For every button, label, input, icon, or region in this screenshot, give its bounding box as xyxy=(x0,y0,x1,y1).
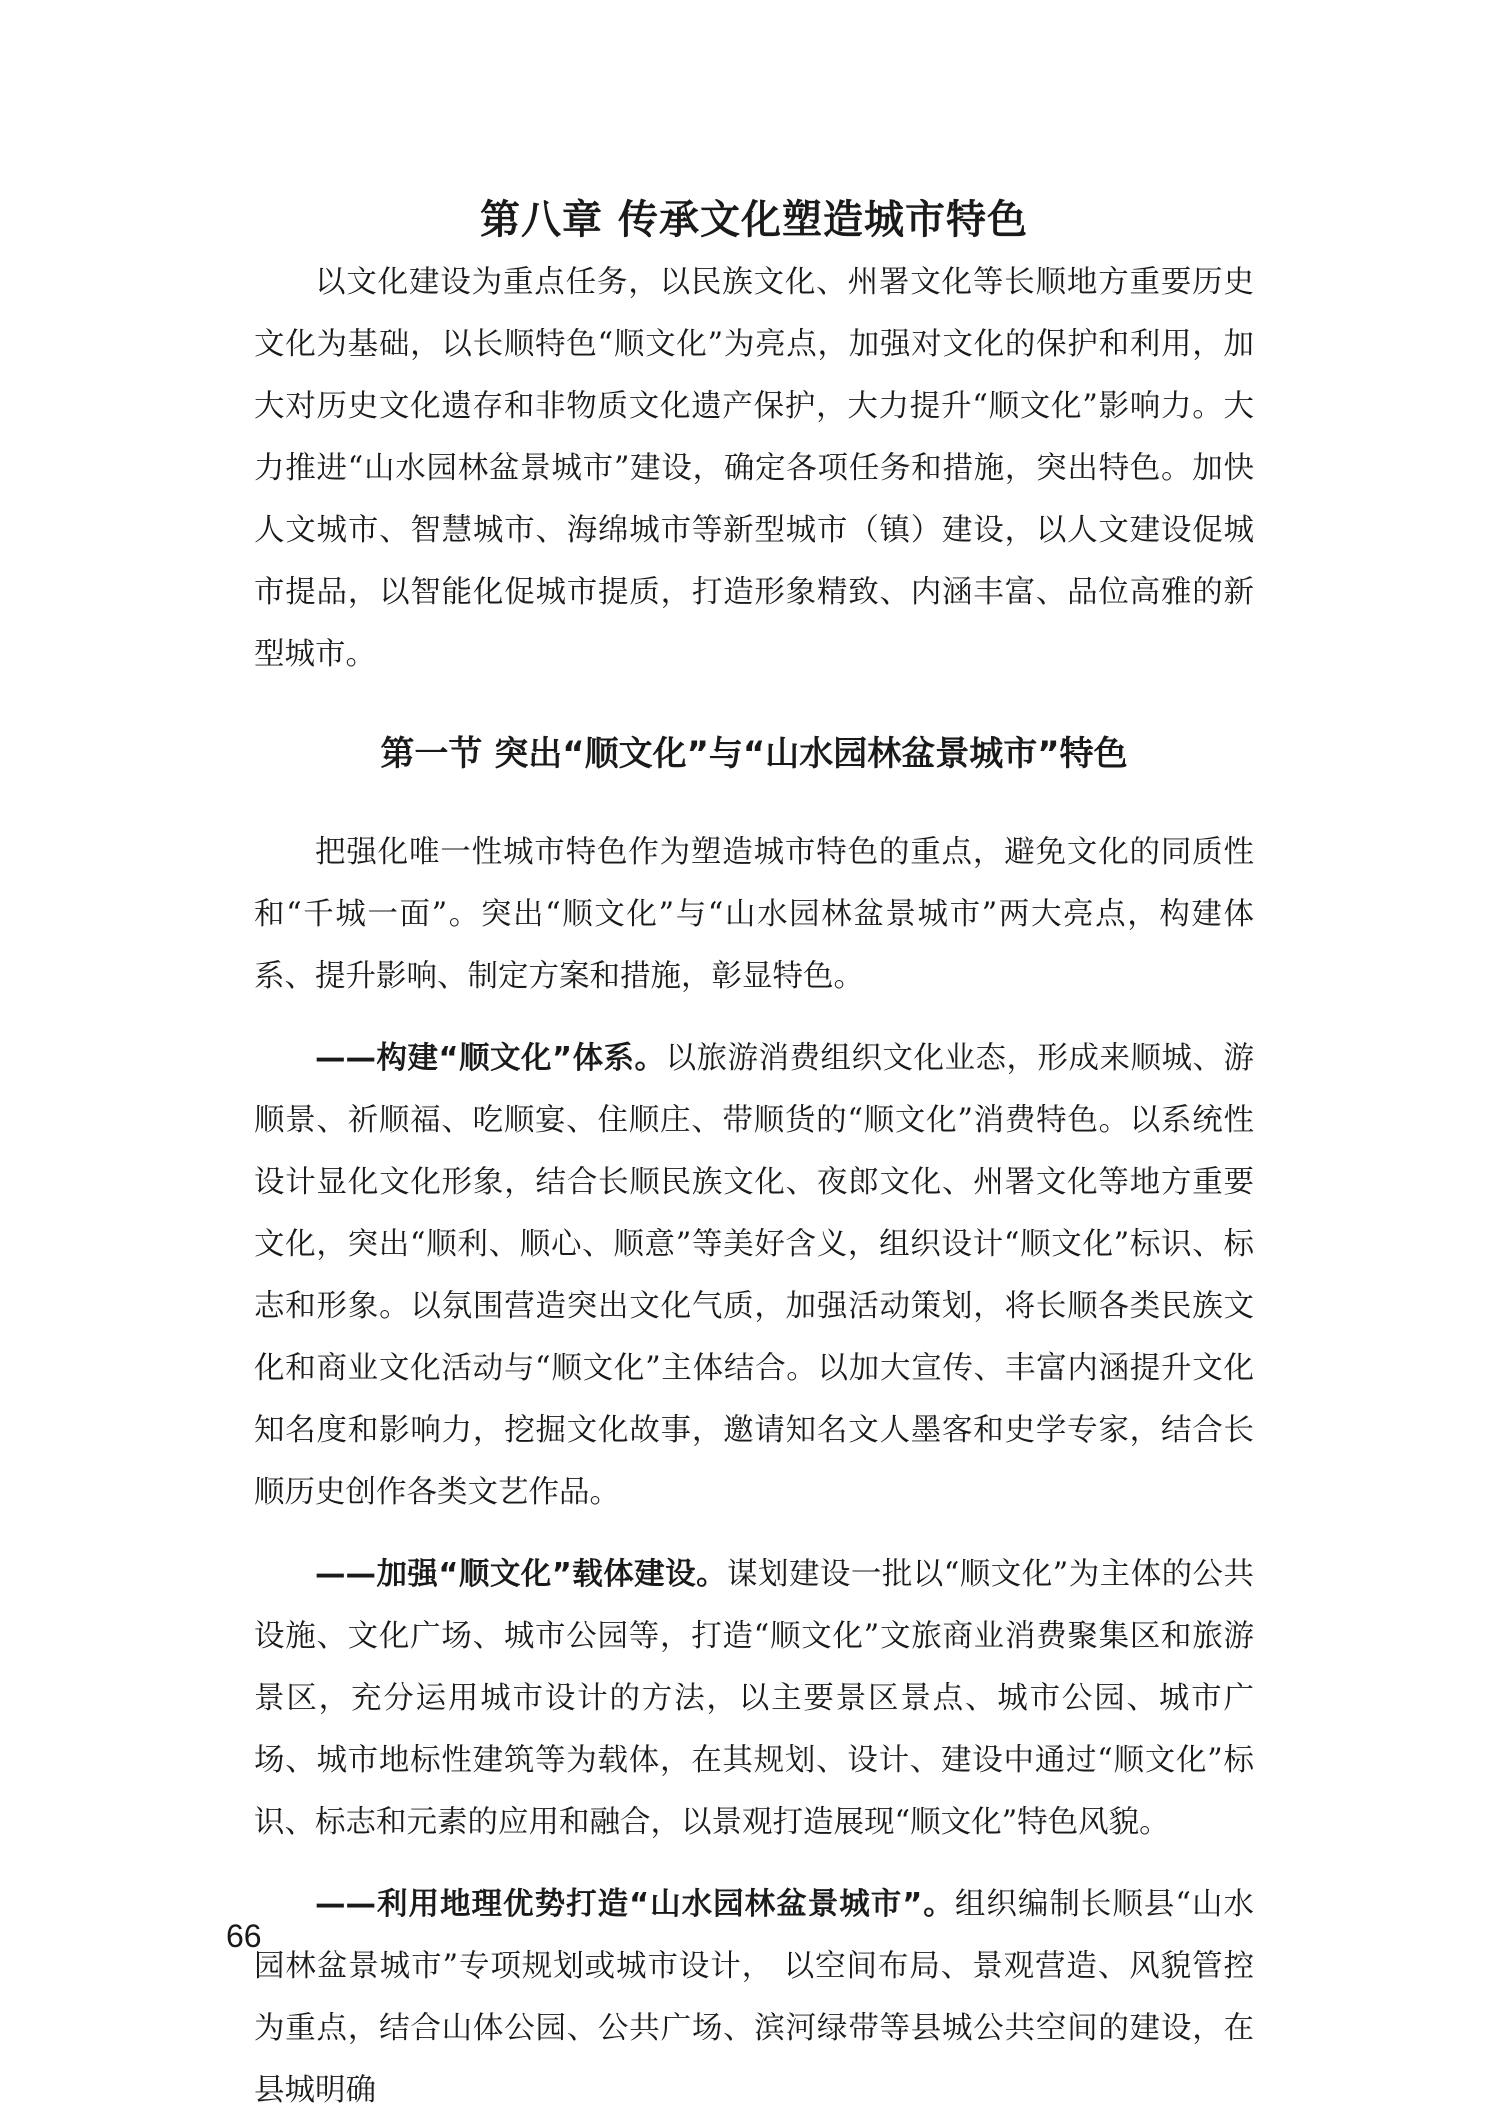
page-number: 66 xyxy=(226,1918,262,1954)
chapter-title: 第八章 传承文化塑造城市特色 xyxy=(480,197,1028,243)
item-body: 组织编制长顺县“山水园林盆景城市”专项规划或城市设计， 以空间布局、景观营造、风貌管控为重点，结合山体公园、公共广场、滨河绿带等县城公共空间的建设，在县城明确 xyxy=(254,1887,1255,2108)
item-lead: ——构建“顺文化”体系。 xyxy=(315,1041,666,1076)
item-paragraph-culture-carrier xyxy=(254,1544,1254,1854)
section-title: 第一节 突出“顺文化”与“山水园林盆景城市”特色 xyxy=(380,734,1128,774)
page-content xyxy=(254,190,1254,2122)
section-intro-paragraph: 把强化唯一性城市特色作为塑造城市特色的重点，避免文化的同质性和“千城一面”。突出“顺文化”与“山水园林盆景城市”两大亮点，构建体系、提升影响、制定方案和措施，彰显特色。 xyxy=(254,835,1254,994)
chapter-intro-paragraph: 以文化建设为重点任务，以民族文化、州署文化等长顺地方重要历史文化为基础，以长顺特色“顺文化”为亮点，加强对文化的保护和利用，加大对历史文化遗存和非物质文化遗产保护，大力提升“顺文化”影响力。大力推进“山水园林盆景城市”建设，确定各项任务和措施，突出特色。加快人文城市、智慧城市、海绵城市等新型城市（镇）建设，以人文建设促城市提品，以智能化促城市提质，打造形象精致、内涵丰富、品位高雅的新型城市。 xyxy=(254,265,1254,672)
item-lead: ——加强“顺文化”载体建设。 xyxy=(315,1557,728,1592)
item-body: 谋划建设一批以“顺文化”为主体的公共设施、文化广场、城市公园等，打造“顺文化”文旅商业消费聚集区和旅游景区，充分运用城市设计的方法，以主要景区景点、城市公园、城市广场、城市地标性建筑等为载体，在其规划、设计、建设中通过“顺文化”标识、标志和元素的应用和融合，以景观打造展现“顺文化”特色风貌。 xyxy=(254,1557,1255,1840)
item-paragraph-landscape-city xyxy=(254,1874,1254,2122)
item-body: 以旅游消费组织文化业态，形成来顺城、游顺景、祈顺福、吃顺宴、住顺庄、带顺货的“顺文化”消费特色。以系统性设计显化文化形象，结合长顺民族文化、夜郎文化、州署文化等地方重要文化，突出“顺利、顺心、顺意”等美好含义，组织设计“顺文化”标识、标志和形象。以氛围营造突出文化气质，加强活动策划，将长顺各类民族文化和商业文化活动与“顺文化”主体结合。以加大宣传、丰富内涵提升文化知名度和影响力，挖掘文化故事，邀请知名文人墨客和史学专家，结合长顺历史创作各类文艺作品。 xyxy=(254,1041,1255,1510)
item-paragraph-culture-system xyxy=(254,1028,1254,1524)
item-lead: ——利用地理优势打造“山水园林盆景城市”。 xyxy=(315,1887,955,1922)
